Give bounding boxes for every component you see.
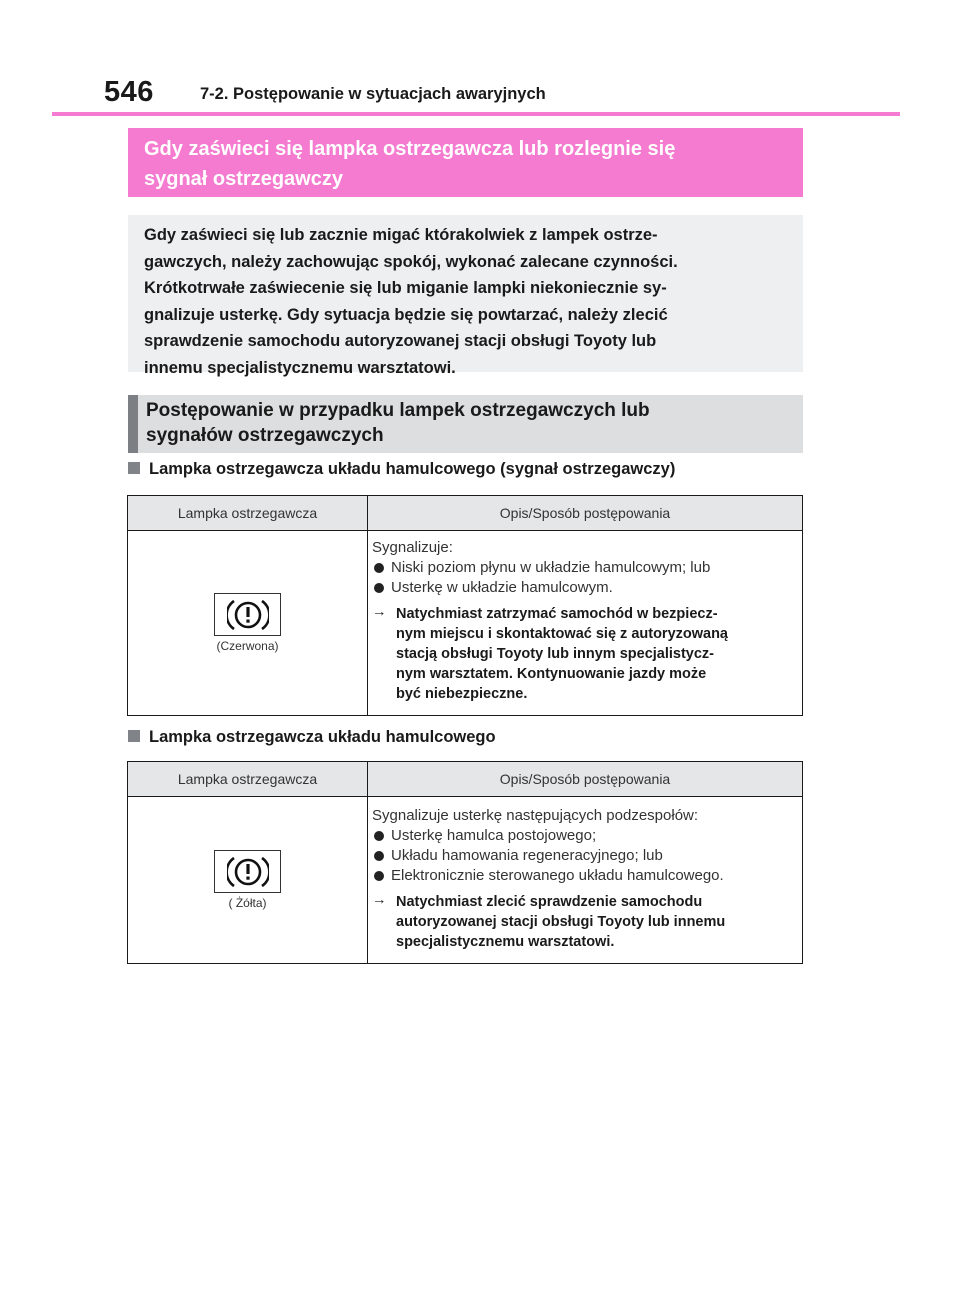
- action-line: być niebezpieczne.: [396, 686, 528, 702]
- column-header: Lampka ostrzegawcza: [128, 762, 368, 796]
- bullet-text: Układu hamowania regeneracyjnego; lub: [391, 847, 663, 864]
- bullet-item: [372, 866, 794, 886]
- section-heading-line: Postępowanie w przypadku lampek ostrzegawczych lub: [146, 400, 650, 421]
- action-block: [372, 604, 794, 704]
- bullet-icon: [374, 871, 384, 881]
- main-heading: [128, 128, 803, 197]
- intro-line: gawczych, należy zachowując spokój, wykonać zalecane czynności.: [144, 252, 678, 271]
- item-title: [128, 460, 675, 479]
- lamp-icon-box: [214, 850, 281, 893]
- action-line: nym warsztatem. Kontynuowanie jazdy może: [396, 666, 707, 682]
- intro-box: [128, 215, 803, 377]
- intro-line: Gdy zaświeci się lub zacznie migać którakolwiek z lampek ostrze-: [144, 226, 658, 244]
- item-title-text: Lampka ostrzegawcza układu hamulcowego (sygnał ostrzegawczy): [149, 460, 676, 478]
- column-header: Lampka ostrzegawcza: [128, 496, 368, 530]
- column-header: Opis/Sposób postępowania: [499, 505, 671, 521]
- action-line: specjalistycznemu warsztatowi.: [396, 934, 615, 950]
- action-line: nym miejscu i skontaktować się z autoryzowaną: [396, 626, 728, 642]
- action-text: [396, 604, 728, 704]
- bullet-item: [372, 826, 794, 846]
- action-line: Natychmiast zlecić sprawdzenie samochodu: [396, 894, 703, 910]
- description-cell: [368, 797, 802, 963]
- page-number: 546: [104, 76, 154, 108]
- description-cell: [368, 531, 802, 715]
- warning-table: [127, 495, 803, 716]
- bullet-item: [372, 578, 794, 598]
- bullet-text: Niski poziom płynu w układzie hamulcowym; lub: [391, 559, 711, 576]
- column-header: Opis/Sposób postępowania: [499, 771, 671, 787]
- bullet-item: [372, 846, 794, 866]
- description-intro: Sygnalizuje:: [372, 539, 453, 556]
- brake-warning-icon: [227, 598, 269, 632]
- main-heading-line: sygnał ostrzegawczy: [144, 168, 343, 190]
- bullet-text: Usterkę w układzie hamulcowym.: [391, 579, 613, 596]
- chapter-title: 7-2. Postępowanie w sytuacjach awaryjnych: [200, 85, 546, 103]
- description-intro: Sygnalizuje usterkę następujących podzespołów:: [372, 807, 699, 824]
- bullet-icon: [374, 831, 384, 841]
- intro-line: Krótkotrwałe zaświecenie się lub miganie lampki niekoniecznie sy-: [144, 279, 667, 297]
- action-line: stacją obsługi Toyoty lub innym specjalistycz-: [396, 646, 715, 662]
- square-bullet-icon: [128, 462, 140, 474]
- arrow-icon: →: [372, 892, 387, 908]
- arrow-icon: →: [372, 604, 387, 620]
- header-rule: [52, 112, 900, 116]
- lamp-caption: ( Żółta): [228, 896, 267, 910]
- bullet-text: Elektronicznie sterowanego układu hamulcowego.: [391, 867, 724, 884]
- intro-line: innemu specjalistycznemu warsztatowi.: [144, 358, 456, 377]
- intro-line: gnalizuje usterkę. Gdy sytuacja będzie się powtarzać, należy zlecić: [144, 305, 668, 324]
- lamp-icon-box: [214, 593, 281, 636]
- table-header: [128, 762, 802, 797]
- square-bullet-icon: [128, 730, 140, 742]
- bullet-text: Usterkę hamulca postojowego;: [391, 827, 597, 844]
- item-title: [128, 728, 496, 747]
- bullet-icon: [374, 851, 384, 861]
- table-header: [128, 496, 802, 531]
- warning-table: [127, 761, 803, 964]
- lamp-cell: [128, 531, 368, 715]
- intro-line: sprawdzenie samochodu autoryzowanej stacji obsługi Toyoty lub: [144, 332, 657, 350]
- section-heading: [128, 395, 803, 453]
- bullet-icon: [374, 583, 384, 593]
- action-text: [396, 892, 725, 952]
- table-row: [128, 797, 802, 963]
- action-line: Natychmiast zatrzymać samochód w bezpiecz-: [396, 606, 718, 622]
- action-block: [372, 892, 794, 952]
- lamp-cell: [128, 797, 368, 963]
- section-heading-line: sygnałów ostrzegawczych: [146, 425, 384, 446]
- action-line: autoryzowanej stacji obsługi Toyoty lub innemu: [396, 914, 726, 930]
- main-heading-line: Gdy zaświeci się lampka ostrzegawcza lub rozlegnie się: [144, 138, 676, 160]
- brake-warning-icon: [227, 855, 269, 889]
- table-row: [128, 531, 802, 715]
- lamp-caption: (Czerwona): [216, 639, 279, 653]
- item-title-text: Lampka ostrzegawcza układu hamulcowego: [149, 728, 496, 746]
- bullet-item: [372, 558, 794, 578]
- bullet-icon: [374, 563, 384, 573]
